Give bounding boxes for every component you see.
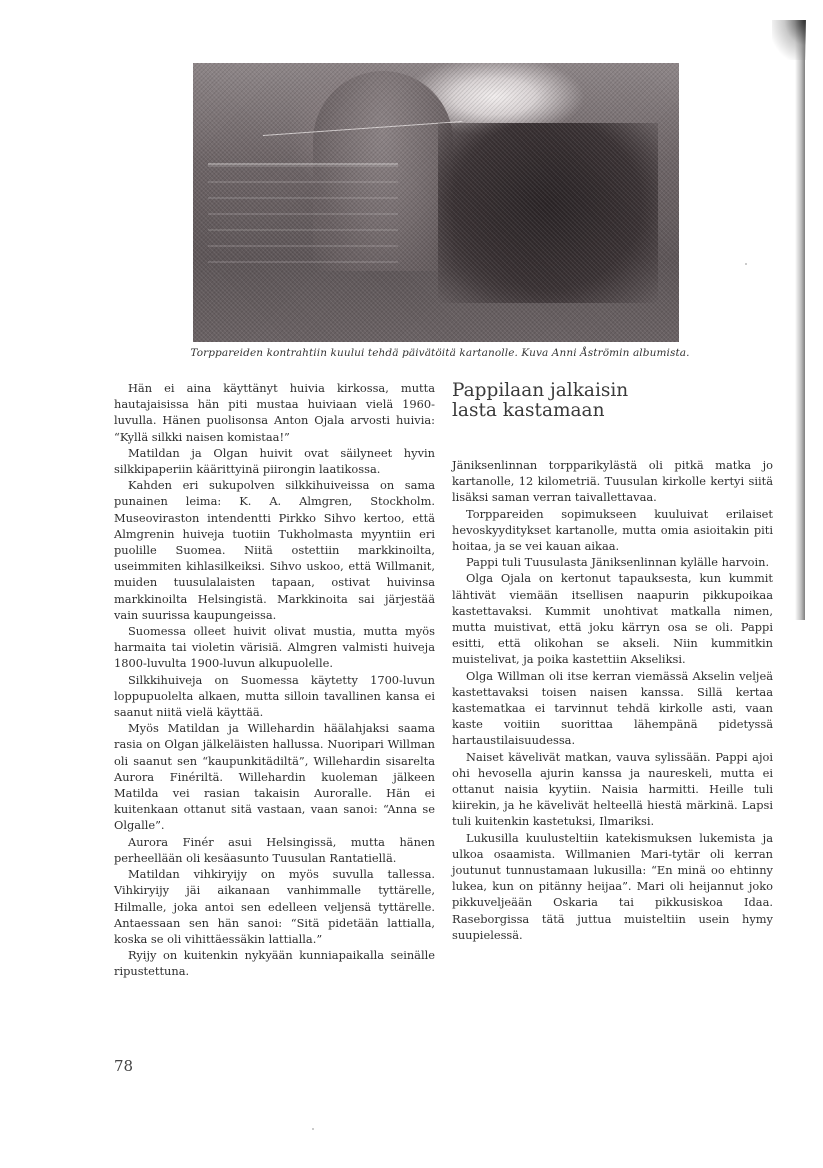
- paragraph: Silkkihuiveja on Suomessa käytetty 1700-luvun loppupuolelta alkaen, mutta silloin tavallinen kansa ei saanut niitä vielä käyttää.: [114, 672, 435, 720]
- paragraph: Aurora Finér asui Helsingissä, mutta hänen perheellään oli kesäasunto Tuusulan Rantatiellä.: [114, 834, 435, 865]
- paragraph: Jäniksenlinnan torpparikylästä oli pitkä matka jo kartanolle, 12 kilometriä. Tuusulan kirkolle kertyi siitä lisäksi saman verran taivallettavaa.: [452, 458, 773, 505]
- page-number: 78: [114, 1057, 134, 1075]
- scan-shadow-edge: [795, 20, 805, 620]
- paragraph: Ryijy on kuitenkin nykyään kunniapaikalla seinälle ripustettuna.: [114, 948, 435, 979]
- paragraph: Suomessa olleet huivit olivat mustia, mutta myös harmaita tai violetin värisiä. Almgren valmisti huiveja 1800-luvulta 1900-luvun alkupuolelle.: [114, 624, 435, 671]
- paragraph: Matildan ja Olgan huivit ovat säilyneet hyvin silkkipaperiin käärittyinä piirongin laatikossa.: [114, 445, 435, 477]
- paragraph: Torppareiden sopimukseen kuuluivat erilaiset hevoskyyditykset kartanolle, mutta omia asioitakin piti hoitaa, ja se vei kauan aikaa.: [452, 506, 773, 554]
- horses: [438, 123, 658, 303]
- scan-speck: [745, 263, 747, 265]
- right-column: [452, 380, 773, 943]
- section-heading-line-2: lasta kastamaan: [452, 400, 605, 421]
- paragraph: Olga Ojala on kertonut tapauksesta, kun kummit lähtivät viemään itsellisen naapurin pikkupoikaa kastettavaksi. Kummit unohtivat matkalla nimen, mutta muistivat, että joku kärryn osa se oli. Pappi esitti, että olikohan se akseli. Niin kummitkin muistelivat, ja poika kastettiin Akseliksi.: [452, 571, 773, 667]
- left-column: [114, 380, 435, 980]
- paragraph: Lukusilla kuulusteltiin katekismuksen lukemista ja ulkoa osaamista. Willmanien Mari-tytär oli kerran joutunut tunnustamaan lukusilla: “En minä oo ehtinny lukea, kun on pitänny heijaa”. Mari oli heijannut joko pikkuveljeään Oskaria tai pikkusiskoa Idaa. Raseborgissa tätä juttua muisteltiin usein hymy suupielessä.: [452, 830, 773, 942]
- paragraph: Hän ei aina käyttänyt huivia kirkossa, mutta hautajaisissa hän piti mustaa huiviaan vielä 1960-luvulla. Hänen puolisonsa Anton Ojala arvosti huivia: “Kyllä silkki naisen komistaa!”: [114, 381, 435, 444]
- paragraph: Pappi tuli Tuusulasta Jäniksenlinnan kylälle harvoin.: [466, 555, 770, 570]
- section-heading-line-1: Pappilaan jalkaisin: [452, 380, 629, 401]
- paragraph: Matildan vihkiryijy on myös suvulla tallessa. Vihkiryijy jäi aikanaan vanhimmalle tyttärelle, Hilmalle, joka antoi sen edelleen veljensä tyttärelle. Antaessaan sen hän sanoi: “Sitä pidetään lattialla, koska se oli vihittäessäkin lattialla.”: [114, 867, 435, 946]
- scan-shadow-corner: [772, 20, 806, 60]
- wagon-rack: [208, 163, 398, 275]
- reins: [263, 121, 463, 136]
- paragraph: Olga Willman oli itse kerran viemässä Akselin veljeä kastettavaksi toisen naisen kanssa. Sillä kertaa kastematkaa ei tarvinnut tehdä kirkolle asti, vaan kaste voitiin suorittaa lähempänä pidetyssä hartaustilaisuudessa.: [452, 668, 773, 748]
- section-heading: [452, 381, 773, 421]
- paragraph: Kahden eri sukupolven silkkihuiveissa on sama punainen leima: K. A. Almgren, Stockholm. Museoviraston intendentti Pirkko Sihvo kertoo, että Almgrenin huiveja tuotiin Tukholmasta myyntiin eri puolille Suomea. Niitä ostettiin markkinoilta, useimmiten kihlasilkeiksi. Sihvo uskoo, että Willmanit, muiden tuusulalaisten tapaan, ostivat huivinsa markkinoilta Helsingistä. Markkinoita sai järjestää vain suurissa kaupungeissa.: [114, 478, 435, 622]
- scan-speck: [312, 1128, 314, 1130]
- hay-wagon-photo: [193, 63, 679, 342]
- photo-caption: Torppareiden kontrahtiin kuului tehdä päivätöitä kartanolle. Kuva Anni Åströmin albumista.: [190, 347, 690, 359]
- paragraph: Myös Matildan ja Willehardin häälahjaksi saama rasia on Olgan jälkeläisten hallussa. Nuoripari Willman oli saanut sen “kaupunkitädiltä”, Willehardin sisarelta Aurora Finériltä. Willehardin kuoleman jälkeen Matilda vei rasian takaisin Auroralle. Hän ei kuitenkaan ottanut sitä vastaan, vaan sanoi: “Anna se Olgalle”.: [114, 721, 435, 833]
- paragraph: Naiset kävelivät matkan, vauva sylissään. Pappi ajoi ohi hevosella ajurin kanssa ja naureskeli, mutta ei ottanut naisia kyytiin. Naisia harmitti. Heille tuli kiirekin, ja he kävelivät helteellä hiestä märkinä. Lapsi tuli kuitenkin kastetuksi, Ilmariksi.: [452, 749, 773, 829]
- hay-load: [313, 71, 453, 271]
